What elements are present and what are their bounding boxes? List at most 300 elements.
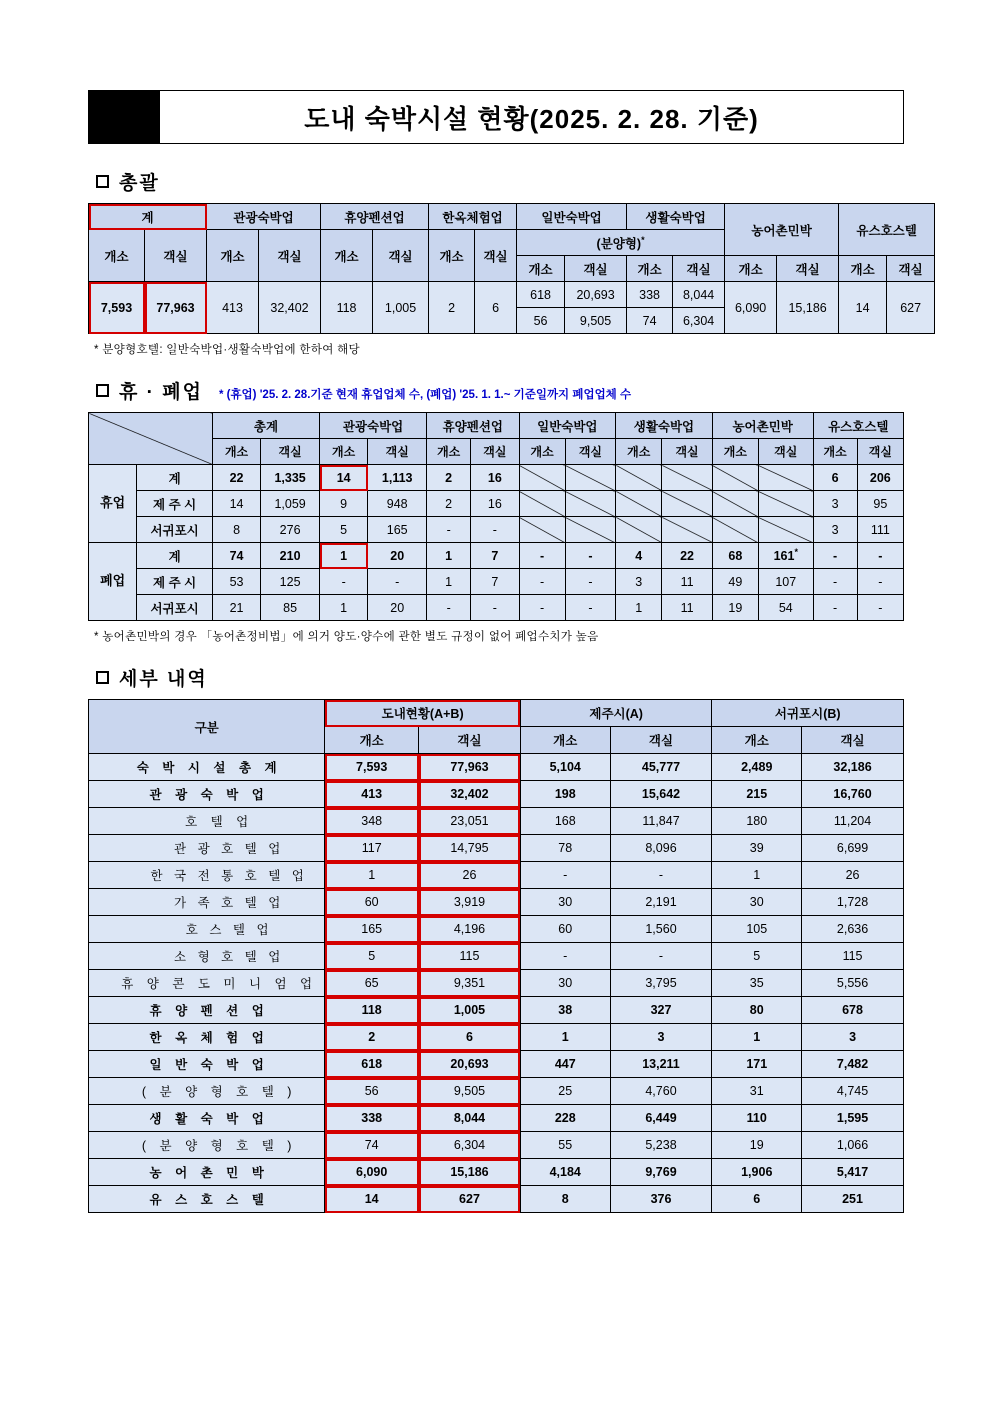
cell-youth-gaeksil: 95 — [857, 491, 903, 517]
cell-jeju-gaeso: 30 — [520, 970, 610, 997]
cell-jeju-gaeso: 60 — [520, 916, 610, 943]
cell-tour-gaeksil: 20 — [368, 543, 427, 569]
cell-seogwipo-gaeso: 19 — [712, 1132, 802, 1159]
cell-pension-gaeso: - — [427, 595, 471, 621]
cell-jeju-gaeksil: 5,238 — [610, 1132, 712, 1159]
cell-living-gaeso: 3 — [616, 569, 662, 595]
row-label: 관 광 호 텔 업 — [89, 835, 325, 862]
header-gye: 계 — [89, 204, 207, 230]
cell-general-gaeso-2: 56 — [517, 308, 565, 334]
cell-tour-gaeso: 1 — [320, 595, 368, 621]
cell-farm-gaeksil: 54 — [758, 595, 813, 621]
cell-province-gaeso: 618 — [325, 1051, 419, 1078]
cell-seogwipo-gaeksil: 5,417 — [802, 1159, 904, 1186]
cell-pension-gaeso: 1 — [427, 543, 471, 569]
header-tour: 관광숙박업 — [207, 204, 321, 230]
cell-seogwipo-gaeso: 2,489 — [712, 754, 802, 781]
cell-jeju-gaeso: 78 — [520, 835, 610, 862]
cell-tour-gaeksil: 20 — [368, 595, 427, 621]
header-bunyang-label: (분양형) — [596, 236, 642, 251]
table-row — [89, 1132, 904, 1159]
header-general-gaeksil: 객실 — [565, 439, 615, 465]
cell-living-gaeso-2: 74 — [627, 308, 673, 334]
table-row — [89, 595, 904, 621]
cell-jeju-gaeksil: 13,211 — [610, 1051, 712, 1078]
header-farm: 농어촌민박 — [725, 204, 839, 256]
cell-tour-gaeso: 9 — [320, 491, 368, 517]
table-row — [89, 491, 904, 517]
header-pension: 휴양펜션업 — [321, 204, 429, 230]
cell-jeju-gaeksil: 3,795 — [610, 970, 712, 997]
cell-province-gaeksil: 77,963 — [419, 754, 521, 781]
table-row — [89, 517, 904, 543]
cell-jeju-gaeksil: 45,777 — [610, 754, 712, 781]
row-label: 가 족 호 텔 업 — [89, 889, 325, 916]
cell-jeju-gaeso: 8 — [520, 1186, 610, 1213]
cell-province-gaeso: 7,593 — [325, 754, 419, 781]
header-total-gaeso: 개소 — [212, 439, 260, 465]
cell-seogwipo-gaeksil: 11,204 — [802, 808, 904, 835]
header-youth-gaeso: 개소 — [813, 439, 857, 465]
cell-youth-gaeso: - — [813, 569, 857, 595]
cell-province-gaeso: 338 — [325, 1105, 419, 1132]
square-bullet-icon — [96, 175, 109, 188]
cell-farm-gaeksil-na — [758, 465, 813, 491]
header-pension-gaeso: 개소 — [321, 230, 373, 282]
header-pension-gaeksil: 객실 — [471, 439, 519, 465]
cell-total-gaeksil: 276 — [261, 517, 320, 543]
cell-seogwipo-gaeksil: 1,728 — [802, 889, 904, 916]
header-living: 생활숙박업 — [616, 413, 713, 439]
cell-jeju-gaeso: - — [520, 943, 610, 970]
cell-general-gaeso-na — [519, 517, 565, 543]
cell-province-gaeksil: 32,402 — [419, 781, 521, 808]
header-seogwipo-gaeksil: 객실 — [802, 727, 904, 754]
cell-farm-gaeksil — [758, 543, 813, 569]
cell-province-gaeksil: 23,051 — [419, 808, 521, 835]
page-title: 도내 숙박시설 현황(2025. 2. 28. 기준) — [160, 90, 904, 144]
header-tour-gaeksil: 객실 — [368, 439, 427, 465]
cell-seogwipo-gaeksil: 1,066 — [802, 1132, 904, 1159]
square-bullet-icon — [96, 671, 109, 684]
cell-general-gaeksil: - — [565, 569, 615, 595]
header-youth: 유스호스텔 — [813, 413, 903, 439]
cell-farm-gaeso: 68 — [712, 543, 758, 569]
row-label: 호 스 텔 업 — [89, 916, 325, 943]
table-row — [89, 543, 904, 569]
cell-living-gaeso: 4 — [616, 543, 662, 569]
header-pension-gaeso: 개소 — [427, 439, 471, 465]
row-label: 일 반 숙 박 업 — [89, 1051, 325, 1078]
cell-general-gaeso-na — [519, 465, 565, 491]
cell-general-gaeksil: - — [565, 595, 615, 621]
header-youth: 유스호스텔 — [839, 204, 935, 256]
cell-tour-gaeksil: 165 — [368, 517, 427, 543]
cell-seogwipo-gaeso: 1 — [712, 862, 802, 889]
header-seogwipo: 서귀포시(B) — [712, 700, 904, 727]
cell-farm-gaeso-na — [712, 465, 758, 491]
cell-living-gaeksil-na — [662, 491, 712, 517]
table-row — [89, 1051, 904, 1078]
section-note-closure: * (휴업) '25. 2. 28.기준 현재 휴업업체 수, (폐업) '25. 1. 1.~ 기준일까지 폐업업체 수 — [218, 389, 632, 401]
row-label: 제 주 시 — [137, 491, 213, 517]
cell-jeju-gaeksil: 8,096 — [610, 835, 712, 862]
cell-youth-gaeso: - — [813, 595, 857, 621]
cell-province-gaeksil: 627 — [419, 1186, 521, 1213]
cell-province-gaeso: 60 — [325, 889, 419, 916]
cell-farm-gaeksil-na — [758, 491, 813, 517]
cell-province-gaeksil: 1,005 — [419, 997, 521, 1024]
header-gye-gaeso: 개소 — [89, 230, 145, 282]
header-province: 도내현황(A+B) — [325, 700, 521, 727]
cell-farm-gaeksil: 15,186 — [777, 282, 839, 334]
cell-tour-gaeksil: 32,402 — [259, 282, 321, 334]
cell-seogwipo-gaeso: 171 — [712, 1051, 802, 1078]
header-farm: 농어촌민박 — [712, 413, 813, 439]
header-living-gaeksil: 객실 — [673, 256, 725, 282]
header-hanok-gaeksil: 객실 — [475, 230, 517, 282]
row-label: 호 텔 업 — [89, 808, 325, 835]
cell-jeju-gaeso: 168 — [520, 808, 610, 835]
cell-seogwipo-gaeksil: 2,636 — [802, 916, 904, 943]
table-row — [89, 889, 904, 916]
cell-jeju-gaeksil: 6,449 — [610, 1105, 712, 1132]
header-general-gaeso: 개소 — [519, 439, 565, 465]
cell-pension-gaeso: 2 — [427, 491, 471, 517]
cell-jeju-gaeksil: 4,760 — [610, 1078, 712, 1105]
cell-province-gaeksil: 115 — [419, 943, 521, 970]
table-row — [89, 1078, 904, 1105]
cell-youth-gaeso: 3 — [813, 517, 857, 543]
table-row — [89, 835, 904, 862]
row-label: 소 형 호 텔 업 — [89, 943, 325, 970]
cell-total-gaeso: 74 — [212, 543, 260, 569]
row-label: 서귀포시 — [137, 595, 213, 621]
cell-gye-gaeso: 7,593 — [89, 282, 145, 334]
cell-youth-gaeso: 3 — [813, 491, 857, 517]
header-farm-gaeso: 개소 — [712, 439, 758, 465]
cell-jeju-gaeksil: 2,191 — [610, 889, 712, 916]
row-label: 서귀포시 — [137, 517, 213, 543]
cell-general-gaeso: - — [519, 569, 565, 595]
table-row — [89, 569, 904, 595]
rowgroup-label-pyeeop: 폐업 — [89, 543, 137, 621]
cell-pension-gaeksil: - — [471, 517, 519, 543]
cell-living-gaeksil-na — [662, 517, 712, 543]
header-corner-diagonal — [89, 413, 213, 465]
cell-youth-gaeso: 14 — [839, 282, 887, 334]
row-label: 계 — [137, 465, 213, 491]
cell-jeju-gaeso: 4,184 — [520, 1159, 610, 1186]
table-header-row — [89, 700, 904, 727]
cell-jeju-gaeso: 30 — [520, 889, 610, 916]
cell-province-gaeksil: 3,919 — [419, 889, 521, 916]
header-province-gaeso: 개소 — [325, 727, 419, 754]
row-label: 제 주 시 — [137, 569, 213, 595]
cell-youth-gaeksil: 111 — [857, 517, 903, 543]
header-general: 일반숙박업 — [517, 204, 627, 230]
header-hanok-gaeso: 개소 — [429, 230, 475, 282]
table-row — [89, 282, 935, 308]
cell-seogwipo-gaeso: 39 — [712, 835, 802, 862]
cell-farm-gaeksil-value: 161 — [773, 549, 795, 564]
cell-seogwipo-gaeso: 6 — [712, 1186, 802, 1213]
cell-hanok-gaeso: 2 — [429, 282, 475, 334]
cell-jeju-gaeksil: 376 — [610, 1186, 712, 1213]
cell-province-gaeso: 6,090 — [325, 1159, 419, 1186]
header-tour: 관광숙박업 — [320, 413, 427, 439]
cell-youth-gaeksil: - — [857, 595, 903, 621]
row-label: 유 스 호 스 텔 — [89, 1186, 325, 1213]
cell-youth-gaeksil: 206 — [857, 465, 903, 491]
cell-seogwipo-gaeksil: 4,745 — [802, 1078, 904, 1105]
table-row — [89, 1105, 904, 1132]
cell-pension-gaeso: 118 — [321, 282, 373, 334]
cell-jeju-gaeksil: 11,847 — [610, 808, 712, 835]
section-header-closure — [96, 377, 904, 404]
cell-pension-gaeksil: 7 — [471, 543, 519, 569]
cell-pension-gaeksil: - — [471, 595, 519, 621]
cell-general-gaeksil-2: 9,505 — [565, 308, 627, 334]
cell-farm-gaeksil-sup: * — [794, 547, 798, 558]
cell-total-gaeso: 14 — [212, 491, 260, 517]
cell-seogwipo-gaeksil: 6,699 — [802, 835, 904, 862]
section-title-closure: 휴 · 폐업 — [119, 382, 203, 403]
cell-jeju-gaeso: 1 — [520, 1024, 610, 1051]
header-hanok: 한옥체험업 — [429, 204, 517, 230]
cell-general-gaeksil-na — [565, 517, 615, 543]
section-title-overview: 총괄 — [119, 173, 160, 194]
cell-province-gaeso: 413 — [325, 781, 419, 808]
row-label: 계 — [137, 543, 213, 569]
square-bullet-icon — [96, 384, 109, 397]
table-header-row — [89, 204, 935, 230]
cell-youth-gaeksil: - — [857, 543, 903, 569]
cell-seogwipo-gaeso: 1 — [712, 1024, 802, 1051]
row-label: 한 옥 체 험 업 — [89, 1024, 325, 1051]
header-province-gaeksil: 객실 — [419, 727, 521, 754]
cell-total-gaeksil: 125 — [261, 569, 320, 595]
cell-province-gaeksil: 4,196 — [419, 916, 521, 943]
cell-seogwipo-gaeksil: 3 — [802, 1024, 904, 1051]
header-bunyang-sup: * — [641, 234, 645, 245]
cell-living-gaeso-na — [616, 465, 662, 491]
cell-jeju-gaeksil: - — [610, 943, 712, 970]
header-bunyang — [517, 230, 725, 256]
cell-general-gaeksil: 20,693 — [565, 282, 627, 308]
table-row — [89, 781, 904, 808]
overview-table — [88, 203, 935, 334]
cell-province-gaeso: 1 — [325, 862, 419, 889]
cell-tour-gaeso: 1 — [320, 543, 368, 569]
cell-tour-gaeso: 5 — [320, 517, 368, 543]
document-title-row — [88, 90, 904, 144]
cell-tour-gaeso: - — [320, 569, 368, 595]
cell-living-gaeso: 1 — [616, 595, 662, 621]
cell-seogwipo-gaeso: 110 — [712, 1105, 802, 1132]
cell-farm-gaeso-na — [712, 517, 758, 543]
cell-farm-gaeso-na — [712, 491, 758, 517]
detail-table — [88, 699, 904, 1213]
cell-seogwipo-gaeksil: 5,556 — [802, 970, 904, 997]
header-general-gaeksil: 객실 — [565, 256, 627, 282]
cell-youth-gaeksil: 627 — [887, 282, 935, 334]
row-label: ( 분 양 형 호 텔 ) — [89, 1078, 325, 1105]
cell-living-gaeksil: 11 — [662, 569, 712, 595]
header-farm-gaeksil: 객실 — [777, 256, 839, 282]
cell-total-gaeksil: 1,335 — [261, 465, 320, 491]
cell-tour-gaeksil: - — [368, 569, 427, 595]
cell-pension-gaeksil: 16 — [471, 465, 519, 491]
cell-youth-gaeso: 6 — [813, 465, 857, 491]
cell-total-gaeso: 22 — [212, 465, 260, 491]
header-general-gaeso: 개소 — [517, 256, 565, 282]
cell-province-gaeksil: 9,351 — [419, 970, 521, 997]
header-living: 생활숙박업 — [627, 204, 725, 230]
closure-table — [88, 412, 904, 621]
cell-seogwipo-gaeksil: 7,482 — [802, 1051, 904, 1078]
table-row — [89, 1024, 904, 1051]
cell-jeju-gaeso: - — [520, 862, 610, 889]
cell-province-gaeksil: 6,304 — [419, 1132, 521, 1159]
header-pension-gaeksil: 객실 — [373, 230, 429, 282]
cell-province-gaeksil: 14,795 — [419, 835, 521, 862]
header-jeju: 제주시(A) — [520, 700, 712, 727]
cell-tour-gaeksil: 948 — [368, 491, 427, 517]
cell-province-gaeksil: 15,186 — [419, 1159, 521, 1186]
section-header-overview — [96, 168, 904, 195]
cell-province-gaeso: 14 — [325, 1186, 419, 1213]
cell-seogwipo-gaeso: 31 — [712, 1078, 802, 1105]
cell-pension-gaeso: 1 — [427, 569, 471, 595]
cell-jeju-gaeso: 228 — [520, 1105, 610, 1132]
cell-youth-gaeksil: - — [857, 569, 903, 595]
cell-pension-gaeksil: 16 — [471, 491, 519, 517]
cell-jeju-gaeso: 38 — [520, 997, 610, 1024]
cell-seogwipo-gaeksil: 115 — [802, 943, 904, 970]
table-row — [89, 943, 904, 970]
header-tour-gaeso: 개소 — [320, 439, 368, 465]
cell-seogwipo-gaeksil: 1,595 — [802, 1105, 904, 1132]
cell-pension-gaeso: - — [427, 517, 471, 543]
cell-seogwipo-gaeso: 1,906 — [712, 1159, 802, 1186]
header-jeju-gaeso: 개소 — [520, 727, 610, 754]
cell-farm-gaeso: 19 — [712, 595, 758, 621]
header-general: 일반숙박업 — [519, 413, 616, 439]
cell-province-gaeksil: 20,693 — [419, 1051, 521, 1078]
cell-gye-gaeksil: 77,963 — [145, 282, 207, 334]
table-row — [89, 916, 904, 943]
section-title-detail: 세부 내역 — [119, 669, 208, 690]
cell-seogwipo-gaeso: 35 — [712, 970, 802, 997]
cell-general-gaeso: 618 — [517, 282, 565, 308]
cell-general-gaeso: - — [519, 543, 565, 569]
cell-living-gaeso-na — [616, 491, 662, 517]
header-living-gaeksil: 객실 — [662, 439, 712, 465]
cell-seogwipo-gaeso: 180 — [712, 808, 802, 835]
header-total: 총계 — [212, 413, 319, 439]
cell-general-gaeksil-na — [565, 491, 615, 517]
header-total-gaeksil: 객실 — [261, 439, 320, 465]
cell-tour-gaeksil: 1,113 — [368, 465, 427, 491]
cell-province-gaeso: 348 — [325, 808, 419, 835]
cell-living-gaeksil-2: 6,304 — [673, 308, 725, 334]
table-header-row — [89, 413, 904, 439]
cell-jeju-gaeksil: 9,769 — [610, 1159, 712, 1186]
header-youth-gaeso: 개소 — [839, 256, 887, 282]
cell-living-gaeksil: 11 — [662, 595, 712, 621]
cell-jeju-gaeksil: 3 — [610, 1024, 712, 1051]
header-gubun: 구분 — [89, 700, 325, 754]
cell-province-gaeso: 74 — [325, 1132, 419, 1159]
cell-farm-gaeso: 49 — [712, 569, 758, 595]
cell-living-gaeso: 338 — [627, 282, 673, 308]
cell-living-gaeksil-na — [662, 465, 712, 491]
cell-total-gaeksil: 210 — [261, 543, 320, 569]
cell-jeju-gaeksil: - — [610, 862, 712, 889]
cell-province-gaeksil: 26 — [419, 862, 521, 889]
cell-province-gaeksil: 8,044 — [419, 1105, 521, 1132]
cell-jeju-gaeksil: 15,642 — [610, 781, 712, 808]
table-row — [89, 862, 904, 889]
cell-seogwipo-gaeksil: 678 — [802, 997, 904, 1024]
row-label: 생 활 숙 박 업 — [89, 1105, 325, 1132]
table-row — [89, 754, 904, 781]
row-label: 휴 양 펜 션 업 — [89, 997, 325, 1024]
section-header-detail — [96, 664, 904, 691]
cell-pension-gaeksil: 7 — [471, 569, 519, 595]
cell-province-gaeksil: 6 — [419, 1024, 521, 1051]
table-row — [89, 970, 904, 997]
cell-pension-gaeksil: 1,005 — [373, 282, 429, 334]
cell-jeju-gaeksil: 327 — [610, 997, 712, 1024]
cell-total-gaeksil: 1,059 — [261, 491, 320, 517]
cell-total-gaeso: 53 — [212, 569, 260, 595]
detail-table-body — [89, 754, 904, 1213]
cell-seogwipo-gaeksil: 26 — [802, 862, 904, 889]
cell-seogwipo-gaeksil: 16,760 — [802, 781, 904, 808]
cell-seogwipo-gaeksil: 32,186 — [802, 754, 904, 781]
cell-jeju-gaeso: 5,104 — [520, 754, 610, 781]
header-seogwipo-gaeso: 개소 — [712, 727, 802, 754]
cell-province-gaeso: 165 — [325, 916, 419, 943]
header-farm-gaeso: 개소 — [725, 256, 777, 282]
table-row — [89, 997, 904, 1024]
footnote-bunyang: * 분양형호텔: 일반숙박업·생활숙박업에 한하여 해당 — [94, 344, 360, 356]
cell-seogwipo-gaeso: 30 — [712, 889, 802, 916]
cell-seogwipo-gaeso: 80 — [712, 997, 802, 1024]
table-row — [89, 1159, 904, 1186]
footnote-farm: * 농어촌민박의 경우 「농어촌정비법」에 의거 양도·양수에 관한 별도 규정이 없어 폐업수치가 높음 — [94, 631, 599, 643]
cell-farm-gaeksil: 107 — [758, 569, 813, 595]
cell-province-gaeso: 56 — [325, 1078, 419, 1105]
cell-province-gaeso: 65 — [325, 970, 419, 997]
cell-jeju-gaeso: 198 — [520, 781, 610, 808]
row-label: 관 광 숙 박 업 — [89, 781, 325, 808]
cell-jeju-gaeksil: 1,560 — [610, 916, 712, 943]
cell-living-gaeksil: 22 — [662, 543, 712, 569]
cell-seogwipo-gaeksil: 251 — [802, 1186, 904, 1213]
cell-youth-gaeso: - — [813, 543, 857, 569]
cell-living-gaeksil: 8,044 — [673, 282, 725, 308]
cell-tour-gaeso: 413 — [207, 282, 259, 334]
rowgroup-label-hyueop: 휴업 — [89, 465, 137, 543]
header-gye-gaeksil: 객실 — [145, 230, 207, 282]
cell-province-gaeso: 2 — [325, 1024, 419, 1051]
header-tour-gaeso: 개소 — [207, 230, 259, 282]
cell-province-gaeso: 5 — [325, 943, 419, 970]
cell-province-gaeksil: 9,505 — [419, 1078, 521, 1105]
